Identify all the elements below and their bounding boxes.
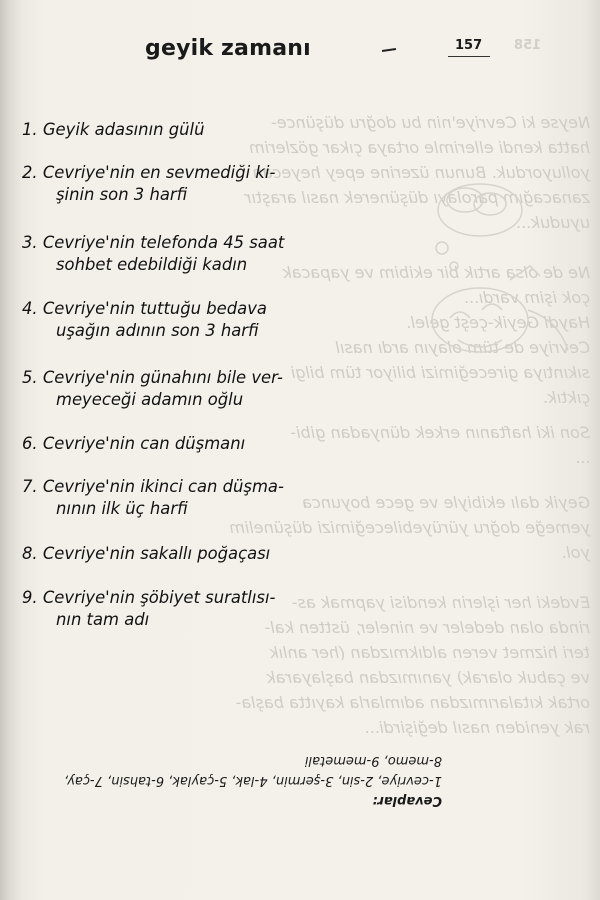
bleed-through-line: rak yeniden nasıl değişirdi... bbox=[364, 718, 590, 737]
bleed-through-line: yolluyorduk. Bunun üzerine epey heyecan bbox=[252, 163, 590, 182]
question-number: 8. bbox=[22, 544, 38, 563]
question-item bbox=[22, 543, 367, 565]
bleed-through-line: yol. bbox=[561, 543, 590, 562]
question-text-continued: şinin son 3 harfi bbox=[56, 185, 188, 204]
question-text: Cevriye'nin ikinci can düşma- bbox=[42, 477, 284, 496]
question-text: Cevriye'nin şöbiyet suratlısı- bbox=[42, 588, 276, 607]
question-text: Cevriye'nin can düşmanı bbox=[42, 434, 246, 453]
bleed-through-line: sıkıntıya gireceğimizi biliyor tüm bilgi bbox=[290, 363, 590, 382]
question-item bbox=[22, 367, 367, 411]
question-text: Cevriye'nin sakallı poğaçası bbox=[42, 544, 271, 563]
bleed-through-line: ve çabuk olarak) yanımızdan başlayarak bbox=[266, 668, 590, 687]
bleed-through-line: ortak kıtalarımızdan adımlarla kayıtta başla- bbox=[235, 693, 590, 712]
answers-line-2: 8-memo, 9-memetali bbox=[304, 753, 442, 768]
question-number: 5. bbox=[22, 368, 38, 387]
bleed-through-line: Geyik dalı ekibiyle ve gece boyunca bbox=[302, 493, 590, 512]
question-text-continued: uşağın adının son 3 harfi bbox=[56, 321, 259, 340]
question-item bbox=[22, 298, 367, 342]
question-item bbox=[22, 433, 367, 455]
page-number: 157 bbox=[455, 38, 483, 53]
question-number: 2. bbox=[22, 163, 38, 182]
bleed-through-line: çıktık. bbox=[542, 388, 590, 407]
question-item bbox=[22, 162, 367, 206]
answers-line-1: 1-cevriye, 2-sin, 3-şermin, 4-lak, 5-çaylak, 6-tahsin, 7-çay, bbox=[64, 773, 442, 788]
page-number-underline bbox=[448, 56, 490, 57]
question-text: Cevriye'nin tuttuğu bedava bbox=[42, 299, 267, 318]
question-text: Geyik adasının gülü bbox=[42, 120, 205, 139]
bleed-through-line: çok işim vardı... bbox=[463, 288, 590, 307]
running-header-title: geyik zamanı bbox=[145, 36, 311, 61]
question-number: 3. bbox=[22, 233, 38, 252]
bleed-through-line: uyuduk... bbox=[515, 213, 590, 232]
bleed-through-line: rinda olan dedeler ve nineler, üstten kal- bbox=[264, 618, 590, 637]
question-number: 4. bbox=[22, 299, 38, 318]
bleed-through-line: teri hizmet veren aldıkmızdan (her anlık bbox=[269, 643, 590, 662]
bleed-through-line: ... bbox=[574, 448, 590, 467]
question-number: 1. bbox=[22, 120, 38, 139]
answers-label: Cevaplar: bbox=[372, 793, 442, 808]
question-text-continued: nının ilk üç harfi bbox=[56, 499, 188, 518]
bleed-page-number: 158 bbox=[514, 38, 542, 53]
question-item bbox=[22, 119, 367, 141]
question-number: 9. bbox=[22, 588, 38, 607]
question-item bbox=[22, 232, 367, 276]
question-number: 6. bbox=[22, 434, 38, 453]
question-item bbox=[22, 476, 367, 520]
bleed-through-line: Haydi Geyik-çeşt gelel. bbox=[405, 313, 590, 332]
question-text-continued: nın tam adı bbox=[56, 610, 150, 629]
bleed-through-line: zanacağım parolayı düşünerek nasıl araştır bbox=[244, 188, 590, 207]
bleed-through-illustration bbox=[420, 170, 590, 400]
bleed-through-line: yemeğe doğru yürüyebileceğimizi düşünelim bbox=[229, 518, 590, 537]
bleed-through-line: Neyse ki Cevriye'nin bu doğru düşünce- bbox=[271, 113, 590, 132]
question-text-continued: sohbet edebildiği kadın bbox=[56, 255, 248, 274]
question-text-continued: meyeceği adamın oğlu bbox=[56, 390, 244, 409]
bleed-through-line: Ne de olsa artık bir ekibim ve yapacak bbox=[282, 263, 590, 282]
question-item bbox=[22, 587, 367, 631]
bleed-through-line: Cevriye de tüm olayın ardı nasıl bbox=[335, 338, 590, 357]
question-text: Cevriye'nin telefonda 45 saat bbox=[42, 233, 285, 252]
answers-upside-down bbox=[64, 750, 442, 810]
bleed-through-line: Son iki haftanın erkek dünyadan gibi- bbox=[290, 423, 590, 442]
question-text: Cevriye'nin günahını bile ver- bbox=[42, 368, 283, 387]
bleed-through-line: Evdeki her işlerin kendisi yapmak as- bbox=[291, 593, 590, 612]
header-dash bbox=[382, 48, 396, 52]
question-text: Cevriye'nin en sevmediği ki- bbox=[42, 163, 276, 182]
bleed-through-line: hatta kendi ellerimle ortaya çıkar gözlerim bbox=[249, 138, 590, 157]
question-number: 7. bbox=[22, 477, 38, 496]
